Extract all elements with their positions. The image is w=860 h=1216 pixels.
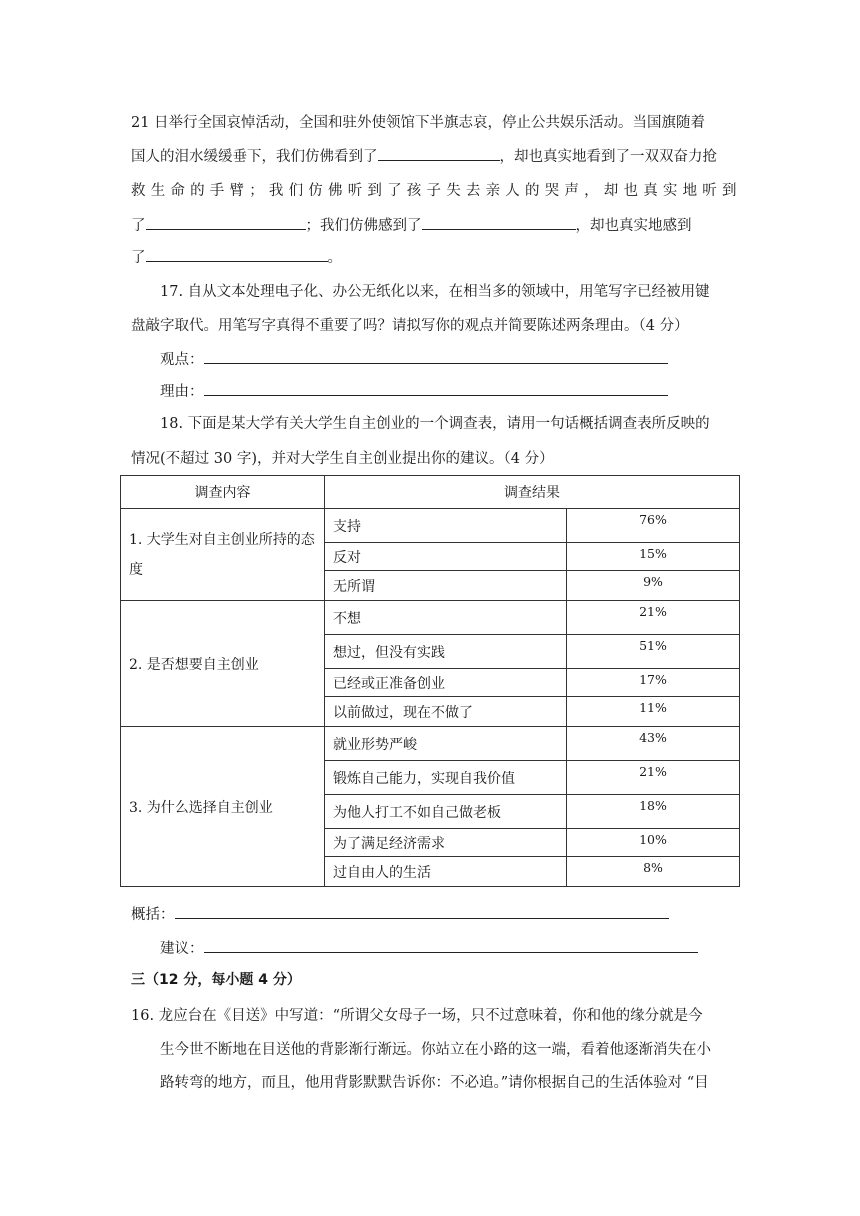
percent-cell: 8%: [567, 857, 740, 887]
percent-cell: 51%: [567, 635, 740, 669]
group-1-label: 1. 大学生对自主创业所持的态度: [121, 509, 325, 601]
header-result: 调查结果: [325, 476, 740, 509]
q15-line-4-text-b: ；我们仿佛感到了: [305, 218, 422, 234]
percent-cell: 9%: [567, 571, 740, 601]
percent-cell: 15%: [567, 543, 740, 571]
group-2-label: 2. 是否想要自主创业: [121, 601, 325, 727]
percent-cell: 21%: [567, 761, 740, 795]
q17-viewpoint-row: [160, 349, 668, 370]
answer-blank-3[interactable]: [422, 215, 576, 230]
q17-line-2: 盘敲字取代。用笔写字真得不重要了吗？请拟写你的观点并简要陈述两条理由。（4 分）: [131, 318, 689, 334]
option-cell: 为他人打工不如自己做老板: [325, 795, 567, 829]
summary-answer-line[interactable]: [175, 904, 669, 919]
option-cell: 锻炼自己能力，实现自我价值: [325, 761, 567, 795]
table-row: [121, 601, 740, 635]
option-cell: 就业形势严峻: [325, 727, 567, 761]
group-3-label: 3. 为什么选择自主创业: [121, 727, 325, 887]
percent-cell: 17%: [567, 669, 740, 697]
q17-line-1: 17. 自从文本处理电子化、办公无纸化以来，在相当多的领域中，用笔写字已经被用键: [160, 284, 710, 300]
answer-blank-2[interactable]: [146, 215, 306, 230]
q17-reason-row: [160, 381, 668, 402]
q15-line-2: [131, 146, 717, 167]
percent-cell: 21%: [567, 601, 740, 635]
percent-cell: 18%: [567, 795, 740, 829]
option-cell: 支持: [325, 509, 567, 543]
option-cell: 过自由人的生活: [325, 857, 567, 887]
percent-cell: 10%: [567, 829, 740, 857]
answer-blank-1[interactable]: [378, 146, 500, 161]
header-content: 调查内容: [121, 476, 325, 509]
q15-line-3: 救生命的手臂；我们仿佛听到了孩子失去亲人的哭声，却也真实地听到: [131, 183, 742, 199]
viewpoint-answer-line[interactable]: [204, 349, 668, 364]
option-cell: 想过，但没有实践: [325, 635, 567, 669]
reason-label: 理由：: [160, 384, 204, 400]
q15-line-2-text-a: 国人的泪水缓缓垂下，我们仿佛看到了: [131, 149, 378, 165]
q15-line-1: 21 日举行全国哀悼活动，全国和驻外使领馆下半旗志哀，停止公共娱乐活动。当国旗随着: [131, 115, 706, 131]
percent-cell: 76%: [567, 509, 740, 543]
q18-line-2: 情况(不超过 30 字)，并对大学生自主创业提出你的建议。（4 分）: [131, 451, 554, 467]
q15-line-4: [131, 215, 692, 236]
q15-line-2-text-b: ，却也真实地看到了一双双奋力抢: [499, 149, 717, 165]
section3-line-1: 16. 龙应台在《目送》中写道：“所谓父女母子一场，只不过意味着，你和他的缘分就是今: [131, 1008, 703, 1024]
q15-line-5-text-b: 。: [327, 250, 342, 266]
option-cell: 反对: [325, 543, 567, 571]
section-3-heading: 三（12 分，每小题 4 分）: [131, 972, 301, 988]
viewpoint-label: 观点：: [160, 352, 204, 368]
option-cell: 不想: [325, 601, 567, 635]
q18-line-1: 18. 下面是某大学有关大学生自主创业的一个调查表，请用一句话概括调查表所反映的: [160, 416, 710, 432]
option-cell: 已经或正准备创业: [325, 669, 567, 697]
survey-header-row: [121, 476, 740, 509]
section3-line-2: 生今世不断地在目送他的背影渐行渐远。你站立在小路的这一端，看着他逐渐消失在小: [160, 1042, 711, 1058]
q18-summary-row: [131, 904, 669, 925]
q15-line-4-text-c: ，却也真实地感到: [575, 218, 692, 234]
table-row: [121, 509, 740, 543]
q15-line-5-text-a: 了: [131, 250, 146, 266]
suggestion-label: 建议：: [160, 941, 204, 957]
suggestion-answer-line[interactable]: [204, 938, 698, 953]
table-row: [121, 727, 740, 761]
reason-answer-line[interactable]: [204, 381, 668, 396]
option-cell: 为了满足经济需求: [325, 829, 567, 857]
summary-label: 概括：: [131, 907, 175, 923]
percent-cell: 11%: [567, 697, 740, 727]
answer-blank-4[interactable]: [146, 247, 328, 262]
option-cell: 无所谓: [325, 571, 567, 601]
q15-line-5: [131, 247, 342, 268]
section3-line-3: 路转弯的地方，而且，他用背影默默告诉你：不必追。”请你根据自己的生活体验对 “目: [160, 1075, 709, 1091]
q15-line-4-text-a: 了: [131, 218, 146, 234]
survey-table: [120, 475, 740, 887]
option-cell: 以前做过，现在不做了: [325, 697, 567, 727]
q18-suggestion-row: [160, 938, 698, 959]
percent-cell: 43%: [567, 727, 740, 761]
